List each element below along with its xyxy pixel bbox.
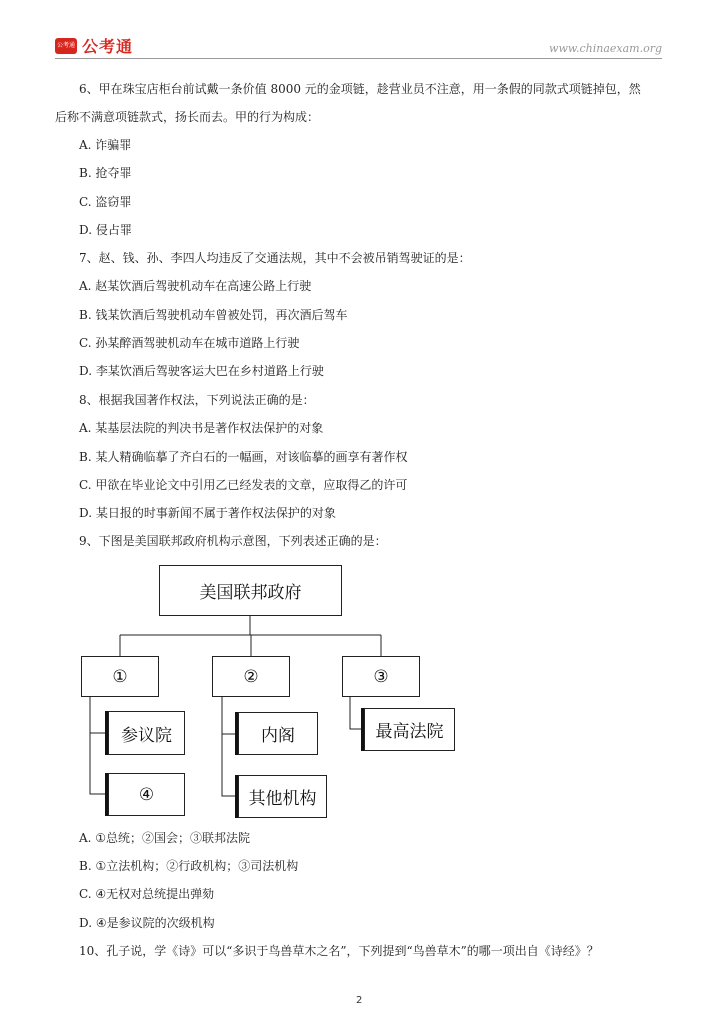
logo-text: 公考通 <box>82 37 134 56</box>
q6-option-b: B. 抢夺罪 <box>79 166 132 180</box>
q9-option-b: B. ①立法机构；②行政机构；③司法机构 <box>79 859 299 873</box>
branch2-stem <box>222 697 238 796</box>
q7-option-d: D. 李某饮酒后驾驶客运大巴在乡村道路上行驶 <box>79 364 324 378</box>
q8-option-a: A. 某基层法院的判决书是著作权法保护的对象 <box>79 421 324 435</box>
q6-option-c: C. 盗窃罪 <box>79 195 132 209</box>
branch2-box: ② <box>212 656 290 697</box>
q9-option-c: C. ④无权对总统提出弹劾 <box>79 887 215 901</box>
q6-option-d: D. 侵占罪 <box>79 223 132 237</box>
q6-stem-line1: 6、甲在珠宝店柜台前试戴一条价值 8000 元的金项链，趁营业员不注意，用一条假的同款式项链掉包，然 <box>79 82 641 96</box>
branch3-stem <box>350 697 364 729</box>
branch1-box: ① <box>81 656 159 697</box>
q8-option-d: D. 某日报的时事新闻不属于著作权法保护的对象 <box>79 506 336 520</box>
branch3-box: ③ <box>342 656 420 697</box>
q9-stem: 9、下图是美国联邦政府机构示意图，下列表述正确的是： <box>79 534 387 548</box>
other-agencies-box: 其他机构 <box>238 775 327 818</box>
us-federal-government-box: 美国联邦政府 <box>159 565 342 616</box>
supreme-court-box: 最高法院 <box>364 708 455 751</box>
senate-box: 参议院 <box>108 711 185 755</box>
q7-option-a: A. 赵某饮酒后驾驶机动车在高速公路上行驶 <box>79 279 312 293</box>
page-number: 2 <box>356 995 363 1006</box>
page-header <box>55 34 662 58</box>
q7-stem: 7、赵、钱、孙、李四人均违反了交通法规，其中不会被吊销驾驶证的是： <box>79 251 471 265</box>
q9-option-a: A. ①总统；②国会；③联邦法院 <box>79 831 251 845</box>
cabinet-box: 内阁 <box>238 712 318 755</box>
logo <box>55 34 133 57</box>
q9-option-d: D. ④是参议院的次级机构 <box>79 916 215 930</box>
q8-stem: 8、根据我国著作权法，下列说法正确的是： <box>79 393 315 407</box>
header-divider <box>55 58 662 59</box>
q7-option-b: B. 钱某饮酒后驾驶机动车曾被处罚，再次酒后驾车 <box>79 308 348 322</box>
branch1-stem <box>90 697 108 794</box>
logo-badge: 公考通 <box>55 38 77 54</box>
q10-stem: 10、孔子说，学《诗》可以“多识于鸟兽草木之名”，下列提到“鸟兽草木”的哪一项出自《诗经》？ <box>79 944 599 958</box>
q6-option-a: A. 诈骗罪 <box>79 138 132 152</box>
q7-option-c: C. 孙某醉酒驾驶机动车在城市道路上行驶 <box>79 336 300 350</box>
site-url[interactable]: www.chinaexam.org <box>549 42 662 55</box>
q8-option-c: C. 甲欲在毕业论文中引用乙已经发表的文章，应取得乙的许可 <box>79 478 408 492</box>
q6-stem-line2: 后称不满意项链款式，扬长而去。甲的行为构成： <box>55 110 320 124</box>
q8-option-b: B. 某人精确临摹了齐白石的一幅画，对该临摹的画享有著作权 <box>79 450 408 464</box>
branch4-box: ④ <box>108 773 185 816</box>
